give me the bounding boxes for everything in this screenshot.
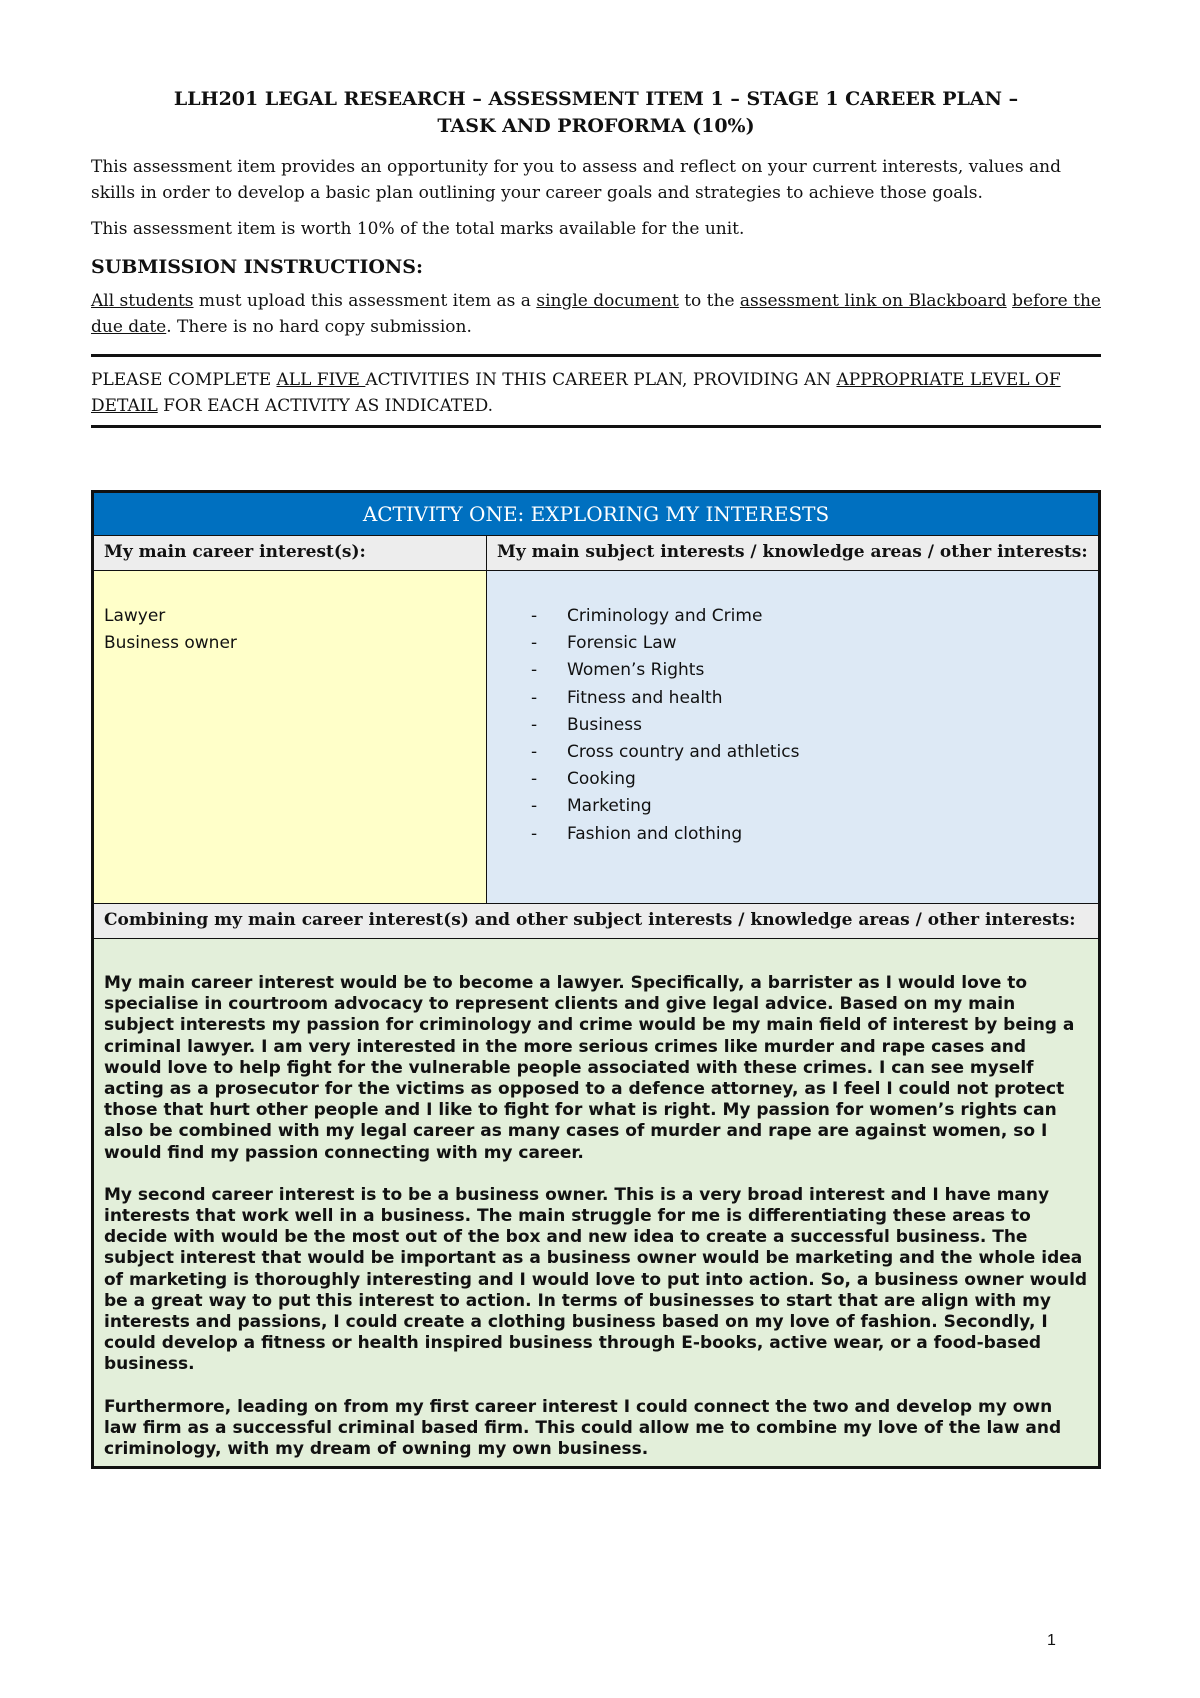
subject-interest-list [531, 603, 1088, 848]
title-line-2: TASK AND PROFORMA (10%) [437, 115, 755, 137]
title-line-1: LLH201 LEGAL RESEARCH – ASSESSMENT ITEM 1 – STAGE 1 CAREER PLAN – [173, 88, 1019, 110]
combining-interests-cell[interactable] [93, 939, 1100, 1468]
list-item: - Fashion and clothing [531, 823, 743, 844]
career-interest-label: My main career interest(s): [93, 536, 487, 571]
all-five-text: ALL FIVE [276, 370, 366, 390]
combining-paragraph: My second career interest is to be a business owner. This is a very broad interest and I have many interests that work well in a business. The main struggle for me is differentiating these areas to decide with would be the most out of the box and new idea to create a successful business. The subject interest that would be important as a business owner would be marketing and the whole idea of marketing is thoroughly interesting and I would love to put into action. So, a business owner would be a great way to put this interest to action. In terms of businesses to start that are align with my interests and passions, I could create a clothing business based on my love of fashion. Secondly, I could develop a fitness or health inspired business through E-books, active wear, or a food-based business. [104, 1184, 1088, 1375]
before-due-date-text: before the due date [91, 291, 1101, 337]
intro-paragraph-2: This assessment item is worth 10% of the total marks available for the unit. [91, 219, 745, 239]
intro-paragraph-1: This assessment item provides an opportunity for you to assess and reflect on your current interests, values and skills in order to develop a basic plan outlining your career goals and strategies to achieve those goals. [91, 157, 1062, 203]
divider-bottom [91, 425, 1101, 428]
assessment-link-text: assessment link on Blackboard [739, 291, 1007, 311]
document-page [91, 86, 1101, 428]
submission-heading: SUBMISSION INSTRUCTIONS: [91, 256, 423, 278]
list-item: - Cooking [531, 769, 636, 790]
list-item: - Fitness and health [531, 687, 723, 708]
page-number: 1 [1047, 1632, 1056, 1649]
single-document-text: single document [536, 291, 679, 311]
activity-one-table [91, 490, 1101, 1469]
list-item: - Marketing [531, 796, 652, 817]
combining-paragraph: My main career interest would be to become a lawyer. Specifically, a barrister as I would love to specialise in courtroom advocacy to represent clients and give legal advice. Based on my main subject interests my passion for criminology and crime would be my main field of interest by being a criminal lawyer. I am very interested in the more serious crimes like murder and rape cases and would love to help fight for the vulnerable people associated with these crimes. I can see myself acting as a prosecutor for the victims as opposed to a defence attorney, as I feel I could not protect those that hurt other people and I like to fight for what is right. My passion for women’s rights can also be combined with my legal career as many cases of murder and rape are against women, so I would find my passion connecting with my career. [104, 973, 1075, 1163]
combining-interests-label: Combining my main career interest(s) and other subject interests / knowledge areas / other interests: [93, 904, 1100, 939]
list-item: - Business [531, 714, 642, 735]
activity-one-heading: ACTIVITY ONE: EXPLORING MY INTERESTS [93, 492, 1100, 536]
all-students-text: All students [91, 291, 194, 311]
list-item: - Criminology and Crime [531, 606, 763, 626]
submission-instructions: All students must upload this assessment item as a single document to the assessment link on Blackboard before the due date. There is no hard copy submission. [91, 291, 1101, 337]
appropriate-detail-text: APPROPRIATE LEVEL OF DETAIL [91, 370, 1061, 416]
list-item: - Women’s Rights [531, 660, 705, 681]
career-interest-item: Lawyer [104, 606, 166, 626]
subject-interest-label: My main subject interests / knowledge areas / other interests: [487, 536, 1100, 571]
list-item: - Cross country and athletics [531, 742, 800, 763]
document-title [91, 86, 1101, 140]
combining-paragraph: Furthermore, leading on from my first career interest I could connect the two and develop my own law firm as a successful criminal based firm. This could allow me to combine my love of the law and criminology, with my dream of owning my own business. [104, 1396, 1062, 1460]
career-interest-item: Business owner [104, 633, 237, 653]
divider-top [91, 354, 1101, 357]
list-item: - Forensic Law [531, 633, 677, 654]
completion-notice: PLEASE COMPLETE ALL FIVE ACTIVITIES IN THIS CAREER PLAN, PROVIDING AN APPROPRIATE LEVEL OF DETAIL FOR EACH ACTIVITY AS INDICATED. [91, 370, 1061, 416]
career-interest-cell[interactable] [93, 571, 487, 904]
subject-interest-cell[interactable] [487, 571, 1100, 904]
